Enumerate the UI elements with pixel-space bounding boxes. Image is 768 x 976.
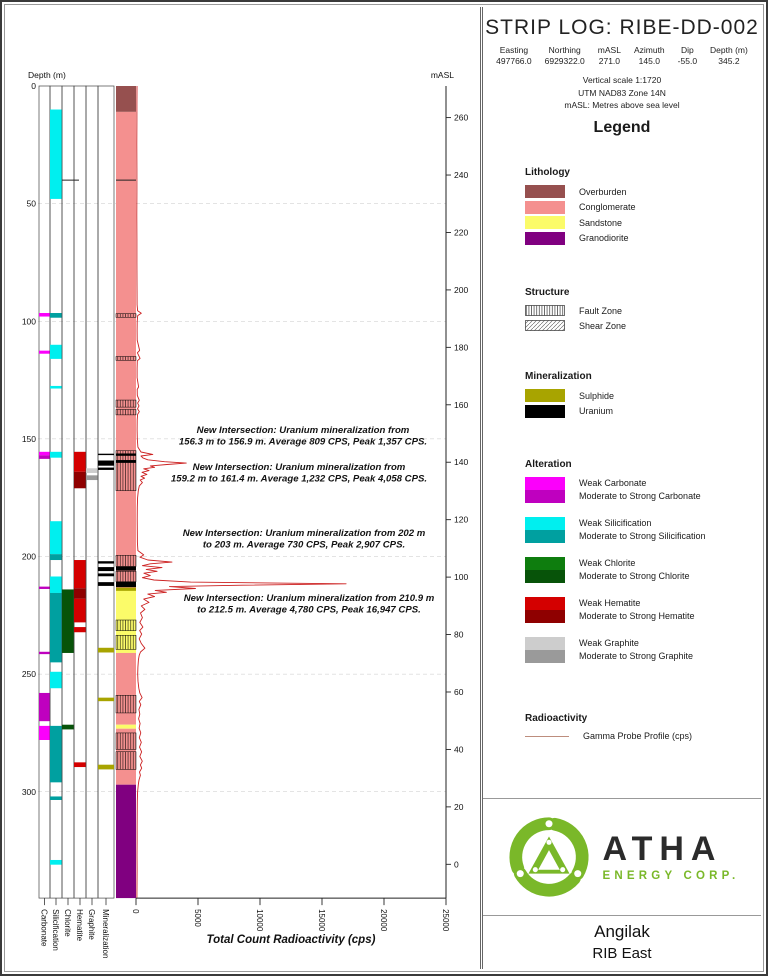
legend-section-mineralization: [525, 371, 751, 420]
svg-text:Mineralization: Mineralization: [101, 909, 110, 959]
svg-text:Silicification: Silicification: [51, 909, 60, 951]
legend-title: Legend: [593, 119, 651, 136]
legend-item: Weak Carbonate Moderate to Strong Carbonate: [525, 477, 751, 503]
legend-section-structure: [525, 287, 751, 334]
note-datum: UTM NAD83 Zone 14N: [578, 87, 666, 98]
map-notes: [483, 74, 761, 112]
legend-section-header: Mineralization: [525, 371, 592, 382]
svg-text:Graphite: Graphite: [87, 909, 96, 940]
legend-dual-swatch: [525, 477, 565, 503]
svg-text:150: 150: [21, 433, 36, 444]
svg-text:250: 250: [21, 669, 36, 680]
legend-swatch: [525, 216, 565, 229]
svg-text:New Intersection: Uranium mine: New Intersection: Uranium mineralization from 156.3 m to 156.9 m. Average 809 CPS, Peak 1,357 CPS.: [178, 425, 428, 448]
intersection-annotations: [171, 425, 435, 616]
legend-section-radioactivity: [525, 713, 751, 741]
brand-text: [602, 829, 740, 882]
drill-info-col: Easting 497766.0: [496, 45, 532, 67]
drill-info-col: Depth (m) 345.2: [710, 45, 748, 67]
svg-text:240: 240: [454, 170, 469, 181]
legend-section-header: Radioactivity: [525, 713, 588, 724]
svg-text:260: 260: [454, 112, 469, 123]
legend-item: Overburden: [525, 185, 751, 198]
svg-text:Depth (m): Depth (m): [28, 70, 66, 80]
svg-text:0: 0: [454, 859, 459, 870]
svg-text:180: 180: [454, 342, 469, 353]
legend-section-alteration: [525, 459, 751, 677]
svg-text:20: 20: [454, 801, 464, 812]
depth-gridlines: [38, 204, 446, 792]
shear-pattern-swatch: [525, 320, 565, 331]
svg-text:25000: 25000: [441, 909, 450, 932]
svg-text:5000: 5000: [193, 909, 202, 927]
fault-pattern-swatch: [525, 305, 565, 316]
legend-dual-swatch: [525, 637, 565, 663]
strip-log-chart: [2, 2, 480, 976]
brand-subtitle: ENERGY CORP.: [602, 869, 740, 882]
svg-text:60: 60: [454, 686, 464, 697]
svg-text:220: 220: [454, 227, 469, 238]
legend-dual-swatch: [525, 517, 565, 543]
svg-text:140: 140: [454, 457, 469, 468]
drill-info-col: Northing 6929322.0: [544, 45, 585, 67]
legend-item: Sulphide: [525, 389, 751, 402]
svg-text:50: 50: [26, 198, 36, 209]
legend-item: Conglomerate: [525, 201, 751, 214]
svg-text:80: 80: [454, 629, 464, 640]
note-scale: Vertical scale 1:1720: [582, 74, 662, 85]
legend-section-header: Structure: [525, 287, 570, 298]
legend-swatch: [525, 232, 565, 245]
svg-text:mASL: mASL: [430, 70, 454, 80]
legend-section-header: Alteration: [525, 459, 572, 470]
gamma-curve: [137, 86, 346, 898]
note-masl: mASL: Metres above sea level: [564, 100, 680, 111]
project-area: RIB East: [592, 945, 652, 962]
legend-item: Uranium: [525, 405, 751, 418]
lithology-column: [116, 86, 136, 898]
legend-dual-swatch: [525, 597, 565, 623]
svg-text:100: 100: [21, 316, 36, 327]
legend-swatch: [525, 201, 565, 214]
legend-item: Gamma Probe Profile (cps): [525, 731, 751, 741]
legend-item: Fault Zone: [525, 305, 751, 317]
svg-text:0: 0: [31, 81, 36, 91]
svg-text:New Intersection: Uranium mine: New Intersection: Uranium mineralization from 159.2 m to 161.4 m. Average 1,232 CPS, Peak 4,058 CPS.: [170, 462, 428, 485]
drill-info-table: [483, 45, 761, 68]
svg-text:20000: 20000: [379, 909, 388, 932]
logo-box: [483, 798, 761, 916]
legend-item: Weak Graphite Moderate to Strong Graphite: [525, 637, 751, 663]
legend-section-header: Lithology: [525, 167, 570, 178]
svg-text:New Intersection: Uranium mine: New Intersection: Uranium mineralization from 210.9 m to 212.5 m. Average 4,780 CPS, Peak 16,947 CPS.: [183, 593, 435, 616]
svg-text:Carbonate: Carbonate: [39, 909, 49, 947]
atha-logo-icon: [505, 813, 593, 901]
legend-item: Weak Chlorite Moderate to Strong Chlorite: [525, 557, 751, 583]
legend-item: Shear Zone: [525, 320, 751, 332]
drill-info-col: mASL 271.0: [597, 45, 621, 67]
legend-swatch: [525, 405, 565, 418]
brand-name: ATHA: [602, 829, 723, 868]
project-name: Angilak: [594, 922, 650, 941]
alteration-tracks: [39, 86, 114, 958]
drill-info-col: Azimuth 145.0: [633, 45, 665, 67]
drill-info-col: Dip -55.0: [677, 45, 698, 67]
svg-text:15000: 15000: [317, 909, 326, 932]
page-title: STRIP LOG: RIBE-DD-002: [485, 16, 759, 39]
masl-axis: [431, 70, 469, 898]
svg-text:10000: 10000: [255, 909, 264, 932]
gamma-line-swatch: [525, 736, 569, 737]
svg-text:Chlorite: Chlorite: [63, 909, 72, 937]
svg-text:Hematite: Hematite: [75, 909, 84, 942]
svg-text:160: 160: [454, 399, 469, 410]
project-box: [483, 915, 761, 969]
svg-text:40: 40: [454, 744, 464, 755]
legend-item: Weak Silicification Moderate to Strong Silicification: [525, 517, 751, 543]
legend-section-lithology: [525, 167, 751, 247]
legend-dual-swatch: [525, 557, 565, 583]
legend-item: Granodiorite: [525, 232, 751, 245]
svg-text:100: 100: [454, 572, 469, 583]
radioactivity-axis: [131, 898, 450, 946]
svg-text:300: 300: [21, 786, 36, 797]
header-and-legend: [483, 7, 761, 799]
right-panel: [480, 7, 761, 969]
svg-text:200: 200: [454, 284, 469, 295]
legend-swatch: [525, 389, 565, 402]
legend-item: Weak Hematite Moderate to Strong Hematite: [525, 597, 751, 623]
legend-swatch: [525, 185, 565, 198]
svg-text:Total Count Radioactivity (cps: Total Count Radioactivity (cps): [206, 934, 376, 946]
legend-item: Sandstone: [525, 216, 751, 229]
svg-text:New Intersection: Uranium mine: New Intersection: Uranium mineralization from 202 m to 203 m. Average 730 CPS, Peak 2,907 CPS.: [182, 528, 426, 551]
svg-text:0: 0: [131, 909, 140, 914]
svg-text:120: 120: [454, 514, 469, 525]
svg-text:200: 200: [21, 551, 36, 562]
